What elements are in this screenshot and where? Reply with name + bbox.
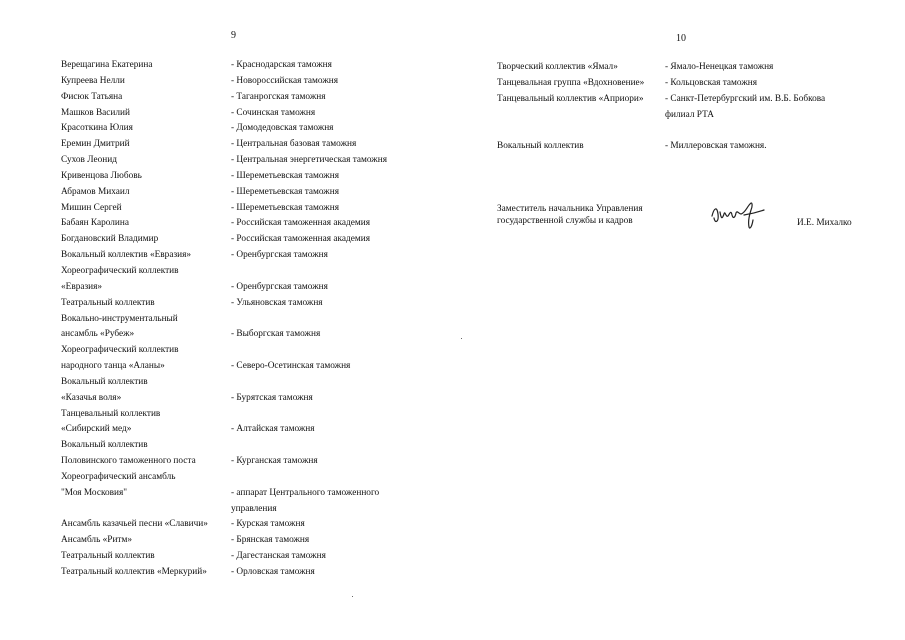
list-row — [61, 185, 387, 201]
list-row — [61, 264, 387, 280]
participant-name: Сухов Леонид — [61, 155, 117, 166]
customs-office: - Брянская таможня — [231, 535, 310, 546]
signatory-title-line-1: Заместитель начальника Управления — [497, 204, 643, 214]
list-row — [61, 216, 387, 232]
right-page-list — [497, 60, 825, 155]
participant-name: «Евразия» — [61, 281, 103, 292]
customs-office: - Санкт-Петербургский им. В.Б. Бобкова — [665, 93, 826, 104]
list-row — [61, 121, 387, 137]
list-row — [61, 454, 387, 470]
list-row — [61, 296, 387, 312]
list-row — [61, 343, 387, 359]
participant-name: Абрамов Михаил — [61, 186, 130, 197]
customs-office: - Шереметьевская таможня — [231, 170, 339, 181]
list-row — [61, 312, 387, 328]
participant-name: Театральный коллектив — [61, 551, 155, 562]
participant-name: Мишин Сергей — [61, 202, 122, 213]
participant-name: Ансамбль «Ритм» — [61, 535, 133, 546]
list-row — [497, 139, 825, 155]
list-row — [61, 470, 387, 486]
list-row — [61, 74, 387, 90]
list-row — [61, 106, 387, 122]
participant-name: Купреева Нелли — [61, 75, 125, 86]
page-number-right: 10 — [676, 33, 686, 44]
customs-office: - Северо-Осетинская таможня — [231, 361, 351, 372]
participant-name: Ансамбль казачьей песни «Славичи» — [61, 519, 208, 530]
participant-name: Вокальный коллектив «Евразия» — [61, 250, 192, 261]
list-row — [61, 248, 387, 264]
list-row — [61, 58, 387, 74]
participant-name: Хореографический ансамбль — [61, 471, 176, 482]
list-row — [61, 533, 387, 549]
customs-office: - Сочинская таможня — [231, 107, 316, 118]
participant-name: народного танца «Аланы» — [61, 361, 165, 372]
signatory-title-line-2: государственной службы и кадров — [497, 216, 633, 226]
list-row — [61, 422, 387, 438]
participant-name — [497, 123, 665, 139]
list-row — [497, 108, 825, 124]
list-row — [497, 60, 825, 76]
list-row — [61, 517, 387, 533]
list-row — [497, 76, 825, 92]
list-row — [61, 391, 387, 407]
list-row — [61, 359, 387, 375]
participant-name: ансамбль «Рубеж» — [61, 329, 135, 340]
participant-name: Вокальный коллектив — [61, 376, 148, 387]
list-row — [61, 549, 387, 565]
participant-name: Богдановский Владимир — [61, 234, 159, 245]
handwritten-signature — [708, 196, 770, 236]
customs-office: - Российская таможенная академия — [231, 218, 370, 229]
customs-office: - Домодедовская таможня — [231, 123, 334, 134]
customs-office: - Выборгская таможня — [231, 329, 321, 340]
participant-name: Верещагина Екатерина — [61, 60, 153, 70]
list-row — [61, 486, 387, 502]
customs-office: - аппарат Центрального таможенного — [231, 487, 380, 498]
customs-office: - Ульяновская таможня — [231, 297, 323, 308]
customs-office: - Центральная энергетическая таможня — [231, 155, 387, 166]
participant-name: Танцевальная группа «Вдохновение» — [497, 77, 645, 88]
list-row — [61, 565, 387, 581]
customs-office: - Миллеровская таможня. — [665, 141, 767, 152]
customs-office: - Орловская таможня — [231, 567, 315, 577]
customs-office: - Дагестанская таможня — [231, 551, 326, 562]
participant-name: Хореографический коллектив — [61, 265, 179, 276]
customs-office: - Центральная базовая таможня — [231, 139, 357, 150]
customs-office: - Новороссийская таможня — [231, 75, 338, 86]
participant-name: Красоткина Юлия — [61, 123, 133, 134]
signatory-name: И.Е. Михалко — [797, 218, 852, 228]
list-row — [497, 123, 825, 139]
participant-name: "Моя Московия" — [61, 487, 128, 498]
customs-office: - Оренбургская таможня — [231, 281, 328, 292]
scan-speck — [352, 596, 353, 597]
participant-name: Танцевальный коллектив «Априори» — [497, 93, 644, 104]
list-row — [61, 201, 387, 217]
participant-name: Еремин Дмитрий — [61, 139, 130, 150]
list-row — [61, 90, 387, 106]
participant-name: Вокально-инструментальный — [61, 313, 178, 324]
participant-name: «Сибирский мед» — [61, 424, 132, 435]
customs-office: - Таганрогская таможня — [231, 91, 326, 102]
list-row — [61, 153, 387, 169]
customs-office: - Шереметьевская таможня — [231, 186, 339, 197]
participant-name: Фисюк Татьяна — [61, 91, 123, 102]
customs-office: - Курганская таможня — [231, 456, 318, 467]
participant-name: Хореографический коллектив — [61, 345, 179, 356]
participant-name: Вокальный коллектив — [497, 141, 584, 152]
left-page-list — [61, 58, 387, 581]
participant-name: Машков Василий — [61, 107, 130, 118]
participant-name: «Казачья воля» — [61, 392, 122, 403]
page-number-left: 9 — [231, 30, 236, 41]
customs-office: - Курская таможня — [231, 519, 305, 530]
customs-office: - Бурятская таможня — [231, 392, 313, 403]
customs-office: - Кольцовская таможня — [665, 77, 758, 88]
participant-name — [61, 502, 231, 518]
participant-name: Театральный коллектив «Меркурий» — [61, 567, 207, 577]
participant-name: Танцевальный коллектив — [61, 408, 161, 419]
list-row — [61, 280, 387, 296]
customs-office: - Оренбургская таможня — [231, 250, 328, 261]
list-row — [61, 438, 387, 454]
participant-name: Вокальный коллектив — [61, 440, 148, 451]
list-row — [61, 407, 387, 423]
list-row — [61, 232, 387, 248]
participant-name: Творческий коллектив «Ямал» — [497, 62, 618, 72]
participant-name: Кривенцова Любовь — [61, 170, 142, 181]
list-row — [61, 137, 387, 153]
participant-name — [497, 108, 665, 124]
participant-name: Театральный коллектив — [61, 297, 155, 308]
customs-office: - Российская таможенная академия — [231, 234, 370, 245]
list-row — [61, 375, 387, 391]
customs-office: - Краснодарская таможня — [231, 60, 332, 70]
customs-office: - Ямало-Ненецкая таможня — [665, 62, 774, 72]
customs-office: - Шереметьевская таможня — [231, 202, 339, 213]
participant-name: Бабаян Каролина — [61, 218, 129, 229]
list-row — [61, 169, 387, 185]
signatory-title — [497, 203, 643, 227]
list-row — [61, 502, 387, 518]
list-row — [61, 327, 387, 343]
customs-office: филиал РТА — [665, 109, 714, 120]
scan-speck — [461, 338, 462, 339]
list-row — [497, 92, 825, 108]
customs-office: - Алтайская таможня — [231, 424, 315, 435]
customs-office: управления — [231, 503, 277, 514]
participant-name: Половинского таможенного поста — [61, 456, 196, 467]
